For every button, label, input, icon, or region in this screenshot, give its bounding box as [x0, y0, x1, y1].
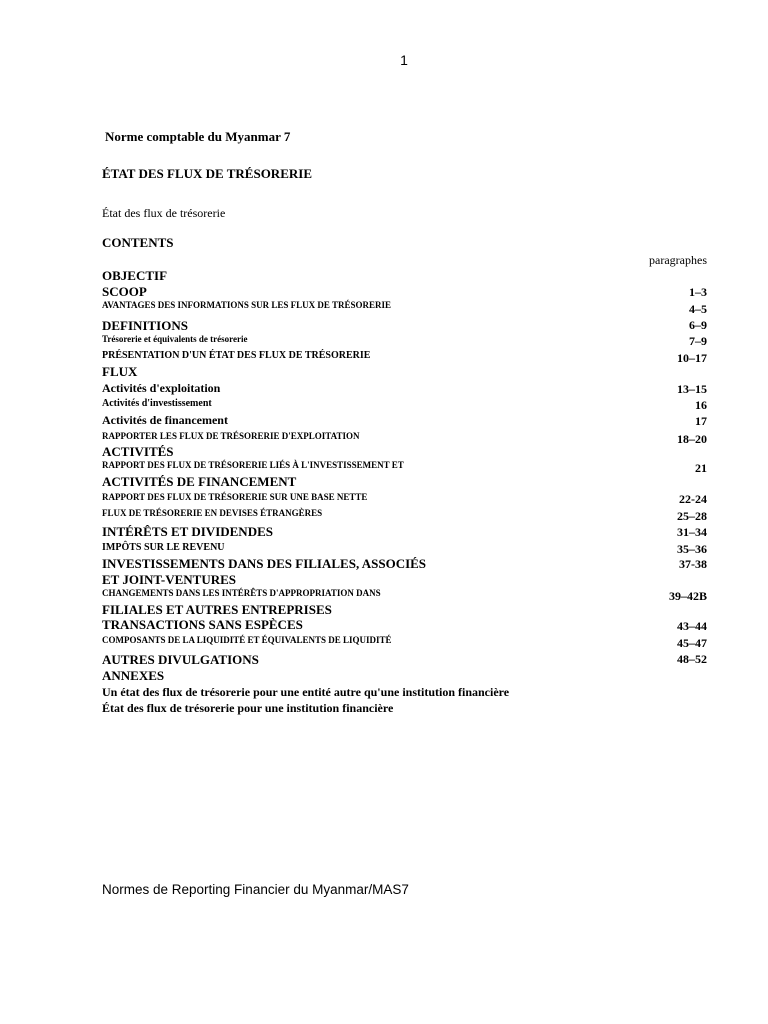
toc-paragraph-number: 1–3: [689, 285, 707, 299]
toc-paragraph-number: 17: [695, 414, 707, 428]
toc-label: TRANSACTIONS SANS ESPÈCES: [102, 617, 303, 632]
toc-label: SCOOP: [102, 284, 147, 299]
main-title: ÉTAT DES FLUX DE TRÉSORERIE: [102, 166, 312, 181]
toc-label: RAPPORT DES FLUX DE TRÉSORERIE SUR UNE BASE NETTE: [102, 492, 368, 502]
toc-label: Un état des flux de trésorerie pour une entité autre qu'une institution financière: [102, 685, 510, 699]
toc-paragraph-number: 45–47: [677, 636, 707, 650]
toc-paragraph-number: 6–9: [689, 318, 707, 332]
toc-label: FLUX: [102, 364, 138, 379]
toc-paragraph-number: 39–42B: [668, 589, 707, 603]
document-title: Norme comptable du Myanmar 7: [105, 129, 291, 144]
toc-label: FILIALES ET AUTRES ENTREPRISES: [102, 602, 332, 617]
toc-paragraph-number: 25–28: [677, 509, 707, 523]
toc-label: IMPÔTS SUR LE REVENU: [102, 542, 225, 553]
toc-label: INVESTISSEMENTS DANS DES FILIALES, ASSOCIÉS: [102, 556, 427, 571]
toc-label: AUTRES DIVULGATIONS: [102, 652, 259, 667]
toc-label: ANNEXES: [102, 668, 165, 683]
toc-label: PRÉSENTATION D'UN ÉTAT DES FLUX DE TRÉSORERIE: [102, 350, 371, 361]
toc-label: ACTIVITÉS: [102, 444, 174, 459]
footer-text: Normes de Reporting Financier du Myanmar/MAS7: [102, 882, 409, 897]
toc-paragraph-number: 18–20: [677, 432, 707, 446]
page-number: 1: [400, 52, 408, 68]
toc-label: CHANGEMENTS DANS LES INTÉRÊTS D'APPROPRIATION DANS: [102, 588, 381, 598]
toc-label: COMPOSANTS DE LA LIQUIDITÉ ET ÉQUIVALENTS DE LIQUIDITÉ: [102, 635, 392, 645]
toc-paragraph-number: 43–44: [677, 619, 707, 633]
toc-label: Activités d'investissement: [102, 398, 212, 409]
toc-label: INTÉRÊTS ET DIVIDENDES: [102, 524, 273, 539]
toc-paragraph-number: 48–52: [677, 652, 707, 666]
subtitle: État des flux de trésorerie: [102, 206, 226, 220]
toc-paragraph-number: 16: [695, 398, 707, 412]
toc-paragraph-number: 37-38: [679, 557, 707, 571]
toc-label: ET JOINT-VENTURES: [102, 572, 237, 587]
toc-label: Trésorerie et équivalents de trésorerie: [102, 334, 248, 344]
toc-paragraph-number: 10–17: [677, 351, 707, 365]
toc-label: DEFINITIONS: [102, 318, 188, 333]
contents-heading: CONTENTS: [102, 235, 174, 250]
toc-paragraph-number: 22-24: [679, 492, 707, 506]
toc-label: ACTIVITÉS DE FINANCEMENT: [102, 474, 297, 489]
toc-label: RAPPORT DES FLUX DE TRÉSORERIE LIÉS À L'INVESTISSEMENT ET: [102, 460, 404, 470]
paragraphs-heading: paragraphes: [649, 253, 707, 267]
toc-label: Activités de financement: [102, 413, 228, 427]
toc-paragraph-number: 21: [695, 461, 707, 475]
toc-paragraph-number: 13–15: [677, 382, 707, 396]
toc-label: FLUX DE TRÉSORERIE EN DEVISES ÉTRANGÈRES: [102, 508, 323, 518]
toc-label: AVANTAGES DES INFORMATIONS SUR LES FLUX DE TRÉSORERIE: [102, 300, 391, 310]
toc-paragraph-number: 35–36: [677, 542, 707, 556]
toc-paragraph-number: 4–5: [689, 302, 707, 316]
toc-label: Activités d'exploitation: [102, 381, 221, 395]
toc-label: RAPPORTER LES FLUX DE TRÉSORERIE D'EXPLOITATION: [102, 431, 360, 441]
toc-paragraph-number: 7–9: [689, 334, 707, 348]
toc-label: OBJECTIF: [102, 268, 168, 283]
toc-paragraph-number: 31–34: [677, 525, 707, 539]
toc-label: État des flux de trésorerie pour une institution financière: [102, 701, 394, 715]
